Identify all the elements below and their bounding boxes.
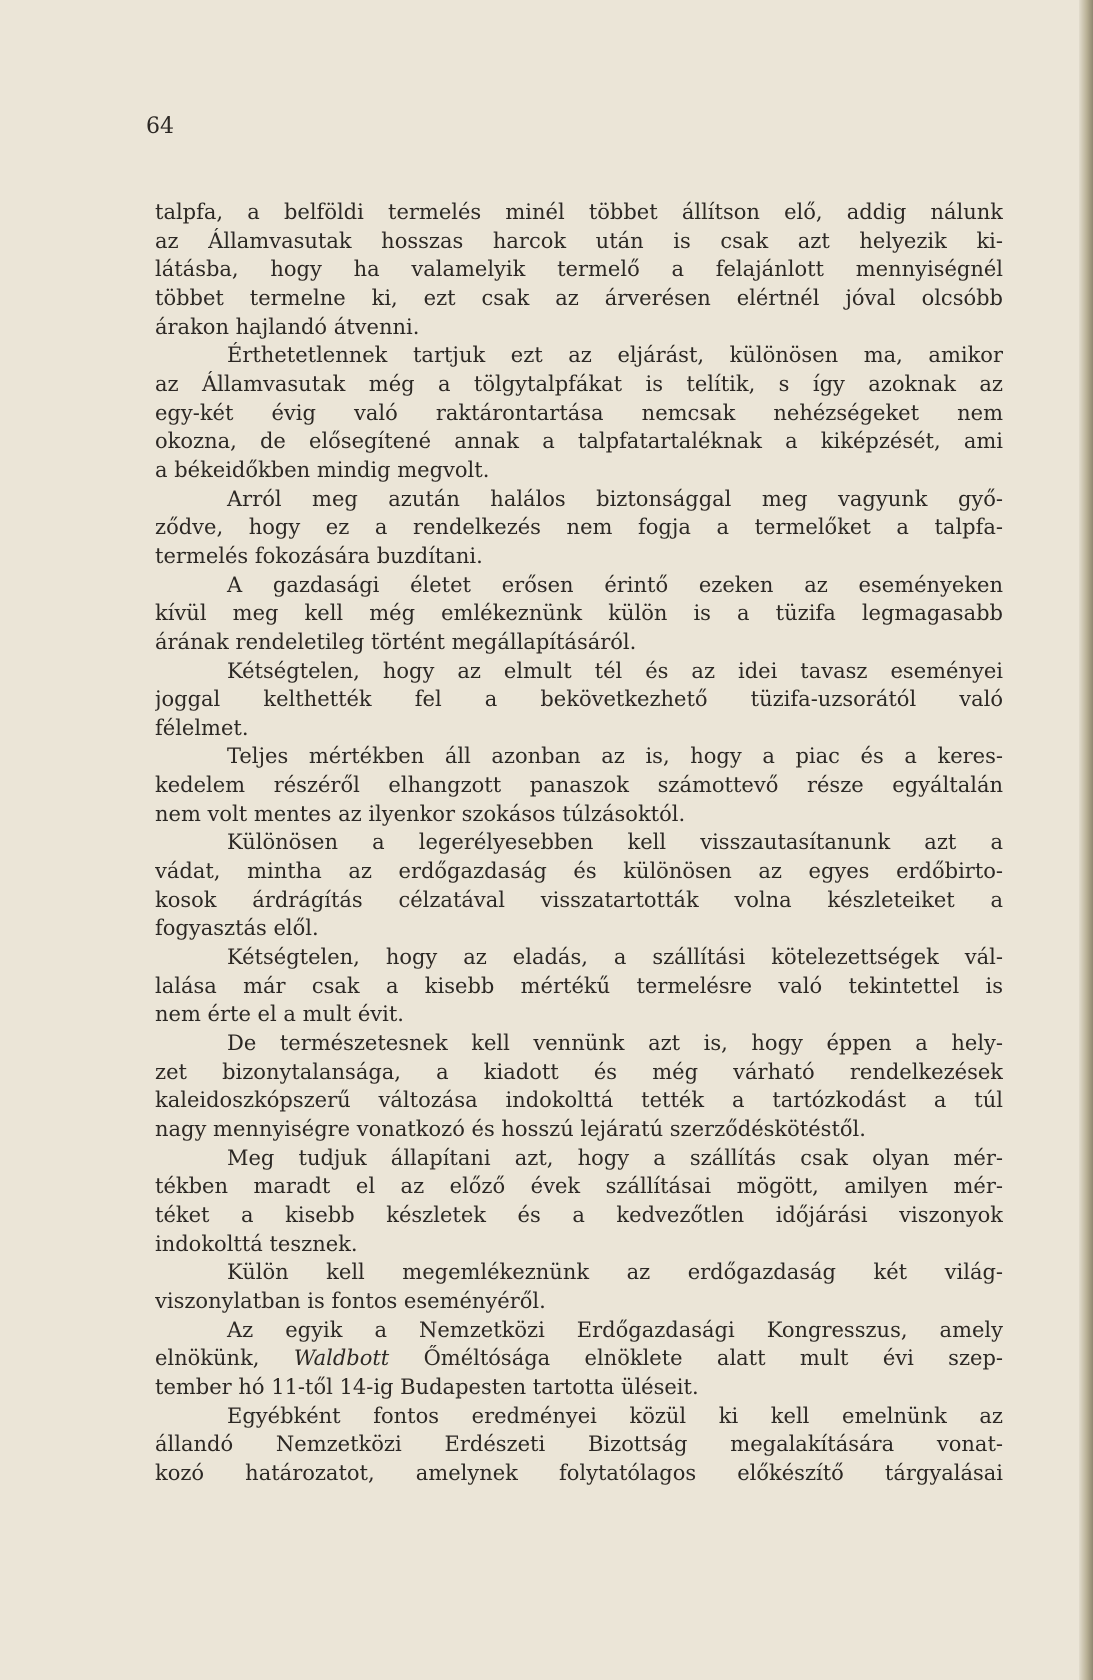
text-line: téket a kisebb készletek és a kedvezőtlen időjárási viszonyok — [155, 1202, 1003, 1227]
text-line: Egyébként fontos eredményei közül ki kell emelnünk az — [227, 1403, 1003, 1428]
text-line: nagy mennyiségre vonatkozó és hosszú lejáratú szerződéskötéstől. — [155, 1117, 866, 1141]
text-line: talpfa, a belföldi termelés minél többet állítson elő, addig nálunk — [155, 200, 1003, 224]
body-text — [155, 198, 1003, 1488]
text-line: indokolttá tesznek. — [155, 1231, 358, 1256]
text-line: Különösen a legerélyesebben kell visszautasítanunk azt a — [227, 830, 1003, 855]
text-line: állandó Nemzetközi Erdészeti Bizottság megalakítására vonat- — [155, 1432, 1003, 1457]
page-number: 64 — [146, 114, 174, 139]
emphasized-name: Waldbott — [293, 1346, 390, 1371]
text-line: A gazdasági életet erősen érintő ezeken az eseményeken — [227, 572, 1003, 597]
text-line: az Államvasutak hosszas harcok után is csak azt helyezik ki- — [155, 228, 1003, 253]
text-line: félelmet. — [155, 715, 249, 740]
text-line: Arról meg azután halálos biztonsággal meg vagyunk győ- — [227, 486, 1003, 511]
text-line: kaleidoszkópszerű változása indokolttá tették a tartózkodást a túl — [155, 1088, 1003, 1113]
text-line: Az egyik a Nemzetközi Erdőgazdasági Kongresszus, amely — [227, 1317, 1003, 1342]
text-line: Kétségtelen, hogy az elmult tél és az idei tavasz eseményei — [227, 658, 1003, 683]
text-line: tember hó 11-től 14-ig Budapesten tartotta üléseit. — [155, 1374, 699, 1399]
text-line: kedelem részéről elhangzott panaszok számottevő része egyáltalán — [155, 773, 1003, 798]
text-line: lalása már csak a kisebb mértékű termelésre való tekintettel is — [155, 973, 1003, 998]
text-line: vádat, mintha az erdőgazdaság és különösen az egyes erdőbirto- — [155, 859, 1003, 884]
text-line: ződve, hogy ez a rendelkezés nem fogja a termelőket a talpfa- — [155, 515, 1003, 540]
text-line: kívül meg kell még emlékeznünk külön is a tüzifa legmagasabb — [155, 601, 1003, 626]
text-line: Kétségtelen, hogy az eladás, a szállítási kötelezettségek vál- — [227, 945, 1003, 970]
text-line: többet termelne ki, ezt csak az árverésen elértnél jóval olcsóbb — [155, 285, 1003, 310]
text-line: látásba, hogy ha valamelyik termelő a felajánlott mennyiségnél — [155, 257, 1003, 282]
text-line: joggal kelthették fel a bekövetkezhető tüzifa-uzsorától való — [155, 687, 1003, 712]
text-line: viszonylatban is fontos eseményéről. — [155, 1288, 546, 1313]
text-line: nem érte el a mult évit. — [155, 1002, 404, 1027]
page-edge-shadow — [1079, 0, 1093, 1680]
text-line-segment: Őméltósága elnöklete alatt mult évi szep- — [389, 1346, 1003, 1371]
text-line: Teljes mértékben áll azonban az is, hogy a piac és a keres- — [227, 744, 1003, 769]
text-line: Meg tudjuk állapítani azt, hogy a szállítás csak olyan mér- — [227, 1145, 1003, 1170]
text-line: egy-két évig való raktárontartása nemcsak nehézségeket nem — [155, 400, 1003, 425]
text-line: a békeidőkben mindig megvolt. — [155, 457, 490, 482]
text-line: kosok árdrágítás célzatával visszatartották volna készleteiket a — [155, 887, 1003, 912]
text-line: árakon hajlandó átvenni. — [155, 314, 420, 339]
text-line — [155, 1344, 1003, 1373]
text-line: árának rendeletileg történt megállapításáról. — [155, 629, 637, 654]
text-line: nem volt mentes az ilyenkor szokásos túlzásoktól. — [155, 801, 686, 826]
text-line: kozó határozatot, amelynek folytatólagos előkészítő tárgyalásai — [155, 1460, 1003, 1485]
text-line: tékben maradt el az előző évek szállításai mögött, amilyen mér- — [155, 1174, 1003, 1199]
text-line: okozna, de elősegítené annak a talpfatartaléknak a kiképzését, ami — [155, 429, 1003, 454]
text-line: termelés fokozására buzdítani. — [155, 543, 483, 568]
text-line-segment: elnökünk, — [155, 1346, 294, 1371]
text-line: Érthetetlennek tartjuk ezt az eljárást, különösen ma, amikor — [227, 343, 1003, 368]
text-line: De természetesnek kell vennünk azt is, hogy éppen a hely- — [227, 1031, 1003, 1056]
text-line: fogyasztás elől. — [155, 916, 319, 941]
text-line: zet bizonytalansága, a kiadott és még várható rendelkezések — [155, 1059, 1003, 1084]
text-line: az Államvasutak még a tölgytalpfákat is telítik, s így azoknak az — [155, 371, 1003, 396]
text-line: Külön kell megemlékeznünk az erdőgazdaság két világ- — [227, 1260, 1003, 1285]
